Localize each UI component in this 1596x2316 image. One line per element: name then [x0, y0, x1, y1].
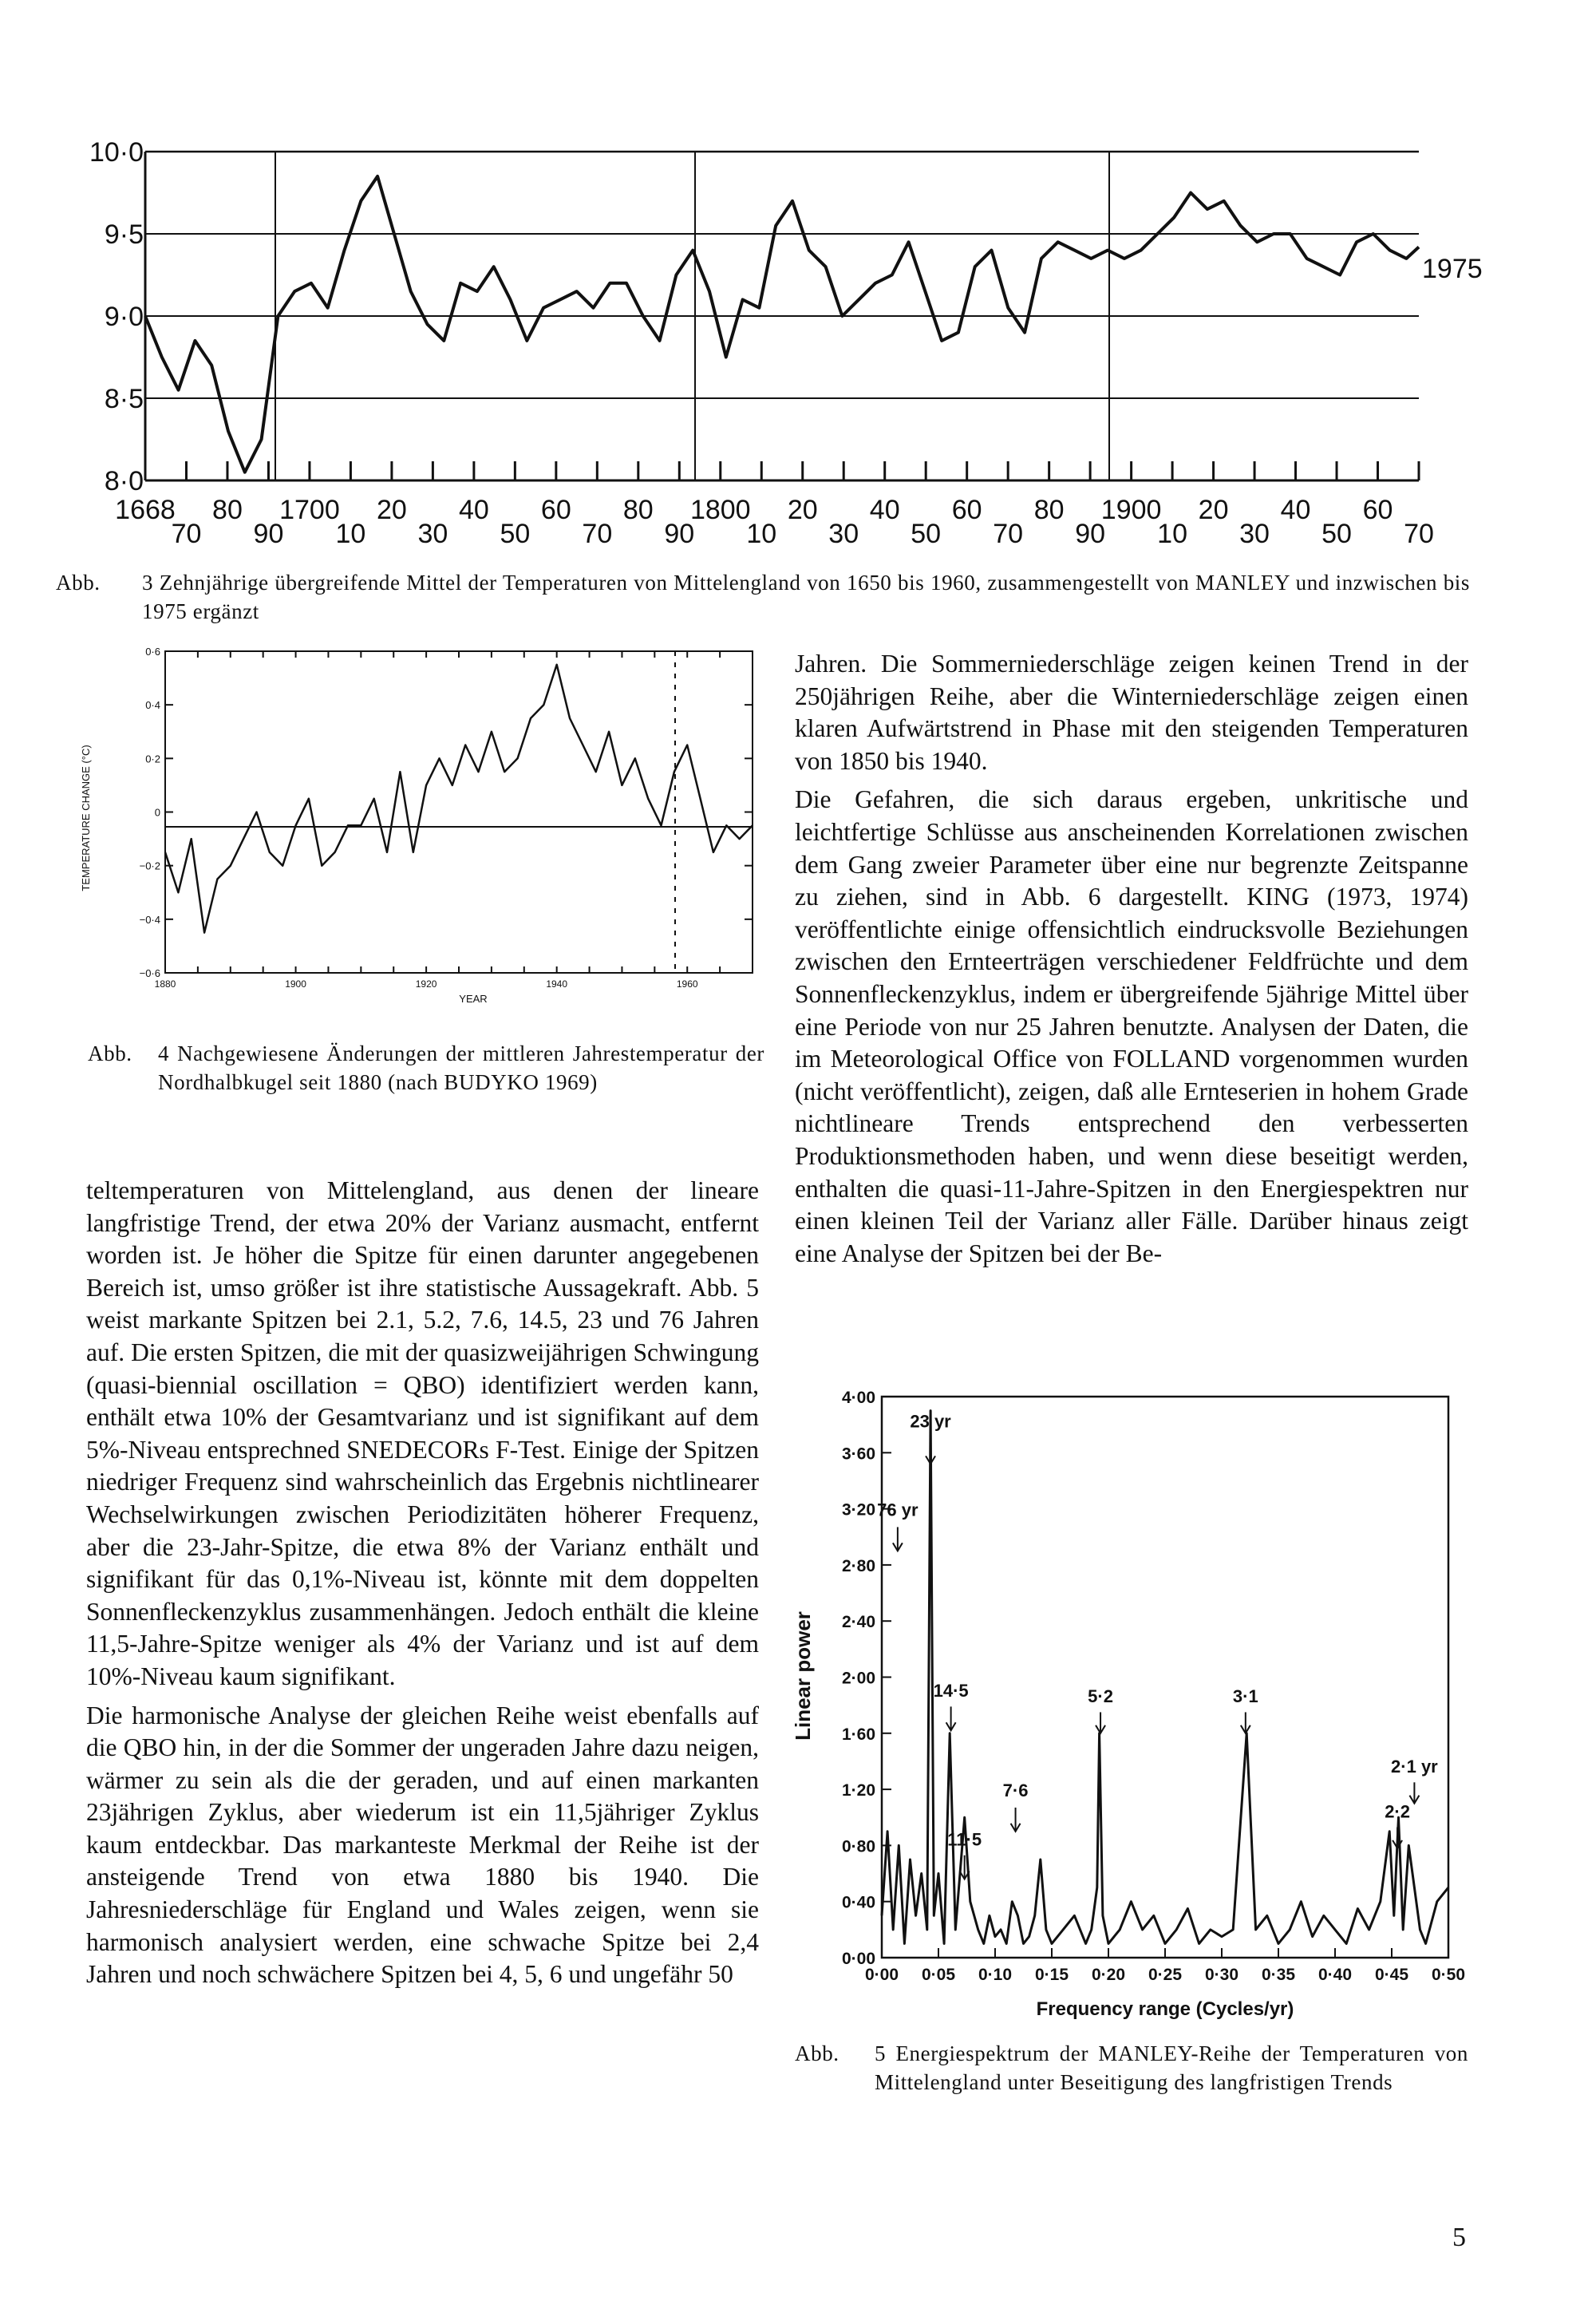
fig5-peak-label: 2·2	[1385, 1801, 1410, 1822]
fig5-peak-label: 7·6	[1002, 1780, 1029, 1800]
fig4-y-tick-label: −0·6	[139, 967, 160, 979]
fig5-y-tick-label: 4·00	[841, 1389, 875, 1407]
fig4-y-tick-label: 0·2	[145, 753, 160, 765]
fig5-y-labels	[842, 1389, 875, 1968]
text-column-left	[86, 1175, 759, 1998]
fig3-x-tick-label: 1700	[279, 495, 340, 525]
fig3-y-tick-label: 10·0	[89, 137, 144, 168]
fig5-y-tick-label: 1·20	[841, 1781, 875, 1800]
fig4-x-tick-label: 1940	[546, 978, 568, 990]
fig3-temperature-line	[145, 176, 1419, 472]
page-number: 5	[1452, 2223, 1466, 2252]
fig5-x-labels	[865, 1966, 1465, 1984]
fig3-x-tick-label: 60	[1362, 495, 1393, 525]
fig3-x-labels	[115, 495, 1434, 549]
fig3-x-tick-label: 80	[622, 495, 654, 525]
fig3-y-tick-label: 8·0	[104, 466, 144, 496]
fig5-peak-annotations	[877, 1412, 1438, 1879]
fig5-y-tick-label: 1·60	[841, 1725, 875, 1744]
fig3-x-tick-label: 90	[253, 519, 284, 549]
fig5-frame	[882, 1397, 1448, 1958]
fig5-x-tick-label: 0·15	[1034, 1966, 1069, 1984]
fig5-peak-label: 11·5	[947, 1829, 982, 1850]
figure-5-caption	[795, 2039, 1468, 2135]
fig3-x-tick-label: 70	[171, 519, 202, 549]
caption-text: 5 Energiespektrum der MANLEY-Reihe der Temperaturen von Mittelengland unter Beseitigung des langfristigen Trends	[875, 2041, 1468, 2094]
figure-4-chart	[76, 638, 770, 1014]
fig3-x-tick-label: 20	[787, 495, 818, 525]
fig3-x-ticks	[145, 461, 1419, 480]
fig5-x-tick-label: 0·45	[1374, 1966, 1409, 1984]
fig4-x-tick-label: 1920	[415, 978, 437, 990]
paragraph: Jahren. Die Sommerniederschläge zeigen keinen Trend in der 250jährigen Reihe, aber die Winterniederschläge zeigen einen klaren Aufwärtstrend in Phase mit den steigenden Temperaturen von 1850 bis 1940.	[795, 650, 1468, 775]
fig3-x-tick-label: 1900	[1100, 495, 1162, 525]
fig5-x-tick-label: 0·30	[1204, 1966, 1239, 1984]
fig5-x-tick-label: 0·40	[1317, 1966, 1353, 1984]
fig5-x-tick-label: 0·10	[978, 1966, 1013, 1984]
fig4-x-tick-label: 1880	[154, 978, 176, 990]
fig3-x-tick-label: 70	[993, 519, 1024, 549]
fig3-x-tick-label: 60	[540, 495, 571, 525]
fig5-x-tick-label: 0·05	[921, 1966, 956, 1984]
figure-5-chart	[786, 1385, 1488, 2027]
fig4-temperature-line	[165, 665, 753, 933]
paragraph: Die harmonische Analyse der gleichen Reihe weist ebenfalls auf die QBO hin, in der die Sommer der ungeraden Jahre dazu neigen, wärmer zu sein als die der geraden, und auf einen markanten 23jährigen Zyklus, aber wiederum ist ein 11,5jähriger Zyklus kaum entdeckbar. Das markanteste Merkmal der Reihe ist der ansteigende Trend von etwa 1880 bis 1940. Die Jahresniederschläge für England und Wales zeigen, wenn sie harmonisch analysiert werden, eine schwache Spitze bei 2,4 Jahren und noch schwächere Spitzen bei 4, 5, 6 und ungefähr 50	[86, 1701, 759, 1989]
fig3-x-tick-label: 60	[951, 495, 982, 525]
fig4-y-tick-label: −0·2	[139, 860, 160, 872]
fig4-x-tick-label: 1960	[676, 978, 698, 990]
fig3-end-label: 1975	[1422, 254, 1483, 284]
fig5-y-tick-label: 3·20	[841, 1500, 875, 1520]
fig3-x-tick-label: 80	[1033, 495, 1065, 525]
fig3-x-tick-label: 30	[828, 519, 859, 549]
fig5-peak-label: 14·5	[933, 1681, 969, 1701]
figure-3-chart	[0, 120, 1596, 567]
fig5-y-tick-label: 2·80	[841, 1556, 875, 1575]
text-column-right	[795, 648, 1468, 1276]
caption-abb: Abb.	[56, 571, 101, 595]
fig5-x-axis-label: Frequency range (Cycles/yr)	[1036, 1998, 1294, 2020]
fig3-x-tick-label: 10	[335, 519, 366, 549]
fig4-y-labels	[140, 646, 160, 979]
fig5-y-tick-label: 2·00	[841, 1669, 875, 1688]
caption-abb: Abb.	[88, 1041, 132, 1065]
fig5-ticks	[882, 1397, 1448, 1958]
fig4-y-tick-label: −0·4	[139, 913, 160, 926]
fig4-x-axis-label: YEAR	[459, 993, 488, 1005]
fig3-frame	[145, 152, 1419, 480]
fig3-x-tick-label: 40	[458, 495, 489, 525]
fig3-y-tick-label: 8·5	[104, 384, 144, 414]
fig5-peak-label: 23 yr	[910, 1411, 951, 1432]
fig5-x-tick-label: 0·25	[1148, 1966, 1183, 1984]
fig3-y-tick-label: 9·0	[104, 302, 144, 332]
fig4-x-tick-label: 1900	[285, 978, 306, 990]
figure-4-caption	[88, 1039, 764, 1135]
fig5-x-tick-label: 0·50	[1431, 1966, 1466, 1984]
fig3-x-tick-label: 50	[500, 519, 531, 549]
fig4-y-tick-label: 0·4	[145, 699, 160, 712]
fig4-y-tick-label: 0	[154, 806, 160, 819]
fig5-peak-label: 76 yr	[877, 1500, 918, 1520]
fig3-x-tick-label: 10	[746, 519, 777, 549]
fig3-x-tick-label: 40	[869, 495, 900, 525]
fig3-x-tick-label: 1668	[115, 495, 176, 525]
caption-text: 3 Zehnjährige übergreifende Mittel der Temperaturen von Mittelengland von 1650 bis 1960, zusammengestellt von MANLEY und inzwischen bis 1975 ergänzt	[142, 571, 1470, 623]
fig4-x-labels	[155, 978, 698, 990]
fig5-x-tick-label: 0·20	[1091, 1966, 1126, 1984]
fig3-x-tick-label: 30	[1239, 519, 1270, 549]
fig3-x-tick-label: 20	[376, 495, 407, 525]
figure-3-caption	[56, 568, 1470, 632]
fig3-x-tick-label: 70	[1404, 519, 1434, 549]
fig3-x-tick-label: 70	[582, 519, 613, 549]
fig3-x-tick-label: 40	[1280, 495, 1311, 525]
fig5-x-tick-label: 0·00	[864, 1966, 899, 1984]
fig4-y-tick-label: 0·6	[145, 646, 160, 658]
fig3-y-labels	[89, 137, 144, 496]
fig3-x-tick-label: 10	[1157, 519, 1188, 549]
paragraph: Die Gefahren, die sich daraus ergeben, unkritische und leichtfertige Schlüsse aus anscheinenden Korrelationen zwischen dem Gang zweier Parameter über eine nur begrenzte Zeitspanne zu ziehen, sind in Abb. 6 dargestellt. KING (1973, 1974) veröffentlichte einige offensichtlich eindrucksvolle Beziehungen zwischen den Ernteerträgen verschiedener Feldfrüchte und dem Sonnenfleckenzyklus, indem er übergreifende 5jährige Mittel über eine Periode von nur 25 Jahren benutzte. Analysen der Daten, die im Meteorological Office von FOLLAND vorgenommen wurden (nicht veröffentlicht), zeigen, daß alle Ernteserien in hohem Grade nichtlineare Trends entsprechend den verbesserten Produktionsmethoden haben, und wenn diese beseitigt werden, enthalten die quasi-11-Jahre-Spitzen in den Energiespektren nur einen kleinen Teil der Varianz aller Fälle. Darüber hinaus zeigt eine Analyse der Spitzen bei der Be-	[795, 785, 1468, 1267]
fig3-x-tick-label: 80	[212, 495, 243, 525]
fig5-y-tick-label: 0·40	[841, 1893, 875, 1912]
fig3-x-tick-label: 90	[664, 519, 695, 549]
fig5-peak-label: 2·1 yr	[1391, 1757, 1438, 1777]
fig3-x-tick-label: 30	[417, 519, 448, 549]
fig5-spectrum-line	[882, 1411, 1448, 1944]
fig3-y-tick-label: 9·5	[104, 219, 144, 250]
fig5-x-tick-label: 0·35	[1261, 1966, 1296, 1984]
caption-text: 4 Nachgewiesene Änderungen der mittleren Jahrestemperatur der Nordhalbkugel seit 1880 (nach BUDYKO 1969)	[158, 1041, 764, 1094]
fig3-x-tick-label: 50	[911, 519, 942, 549]
paragraph: teltemperaturen von Mittelengland, aus denen der lineare langfristige Trend, der etwa 20% der Varianz ausmacht, entfernt worden ist. Je höher die Spitze für einen darunter angegebenen Bereich ist, umso größer ist ihre statistische Aussagekraft. Abb. 5 weist markante Spitzen bei 2.1, 5.2, 7.6, 14.5, 23 und 76 Jahren auf. Die ersten Spitzen, die mit der quasizweijährigen Schwingung (quasi-biennial oscillation = QBO) identifiziert werden kann, enthält etwa 10% der Gesamtvarianz und ist signifikant auf dem 5%-Niveau entsprechned SNEDECORs F-Test. Einige der Spitzen niedriger Frequenz sind wahrscheinlich das Ergebnis nichtlinearer Wechselwirkungen zwischen Periodizitäten höherer Frequenz, aber die 23-Jahr-Spitze, die etwa 8% der Varianz enthält und signifikant für das 0,1%-Niveau ist, könnte mit dem doppelten Sonnenfleckenzyklus zusammenhängen. Jedoch enthält die kleine 11,5-Jahre-Spitze weniger als 4% der Varianz und ist auf dem 10%-Niveau kaum signifikant.	[86, 1176, 759, 1690]
fig4-y-axis-label: TEMPERATURE CHANGE (°C)	[80, 745, 92, 891]
fig3-x-tick-label: 50	[1321, 519, 1352, 549]
fig5-y-tick-label: 0·00	[841, 1950, 875, 1968]
caption-abb: Abb.	[795, 2041, 839, 2065]
fig3-x-tick-label: 20	[1198, 495, 1229, 525]
fig3-x-tick-label: 1800	[689, 495, 751, 525]
fig3-x-tick-label: 90	[1075, 519, 1106, 549]
fig5-y-tick-label: 0·80	[841, 1837, 875, 1856]
fig5-y-tick-label: 3·60	[841, 1445, 875, 1464]
fig5-y-axis-label: Linear power	[791, 1611, 815, 1741]
fig5-peak-label: 5·2	[1088, 1686, 1113, 1707]
fig5-peak-label: 3·1	[1232, 1686, 1258, 1707]
fig5-y-tick-label: 2·40	[841, 1613, 875, 1632]
